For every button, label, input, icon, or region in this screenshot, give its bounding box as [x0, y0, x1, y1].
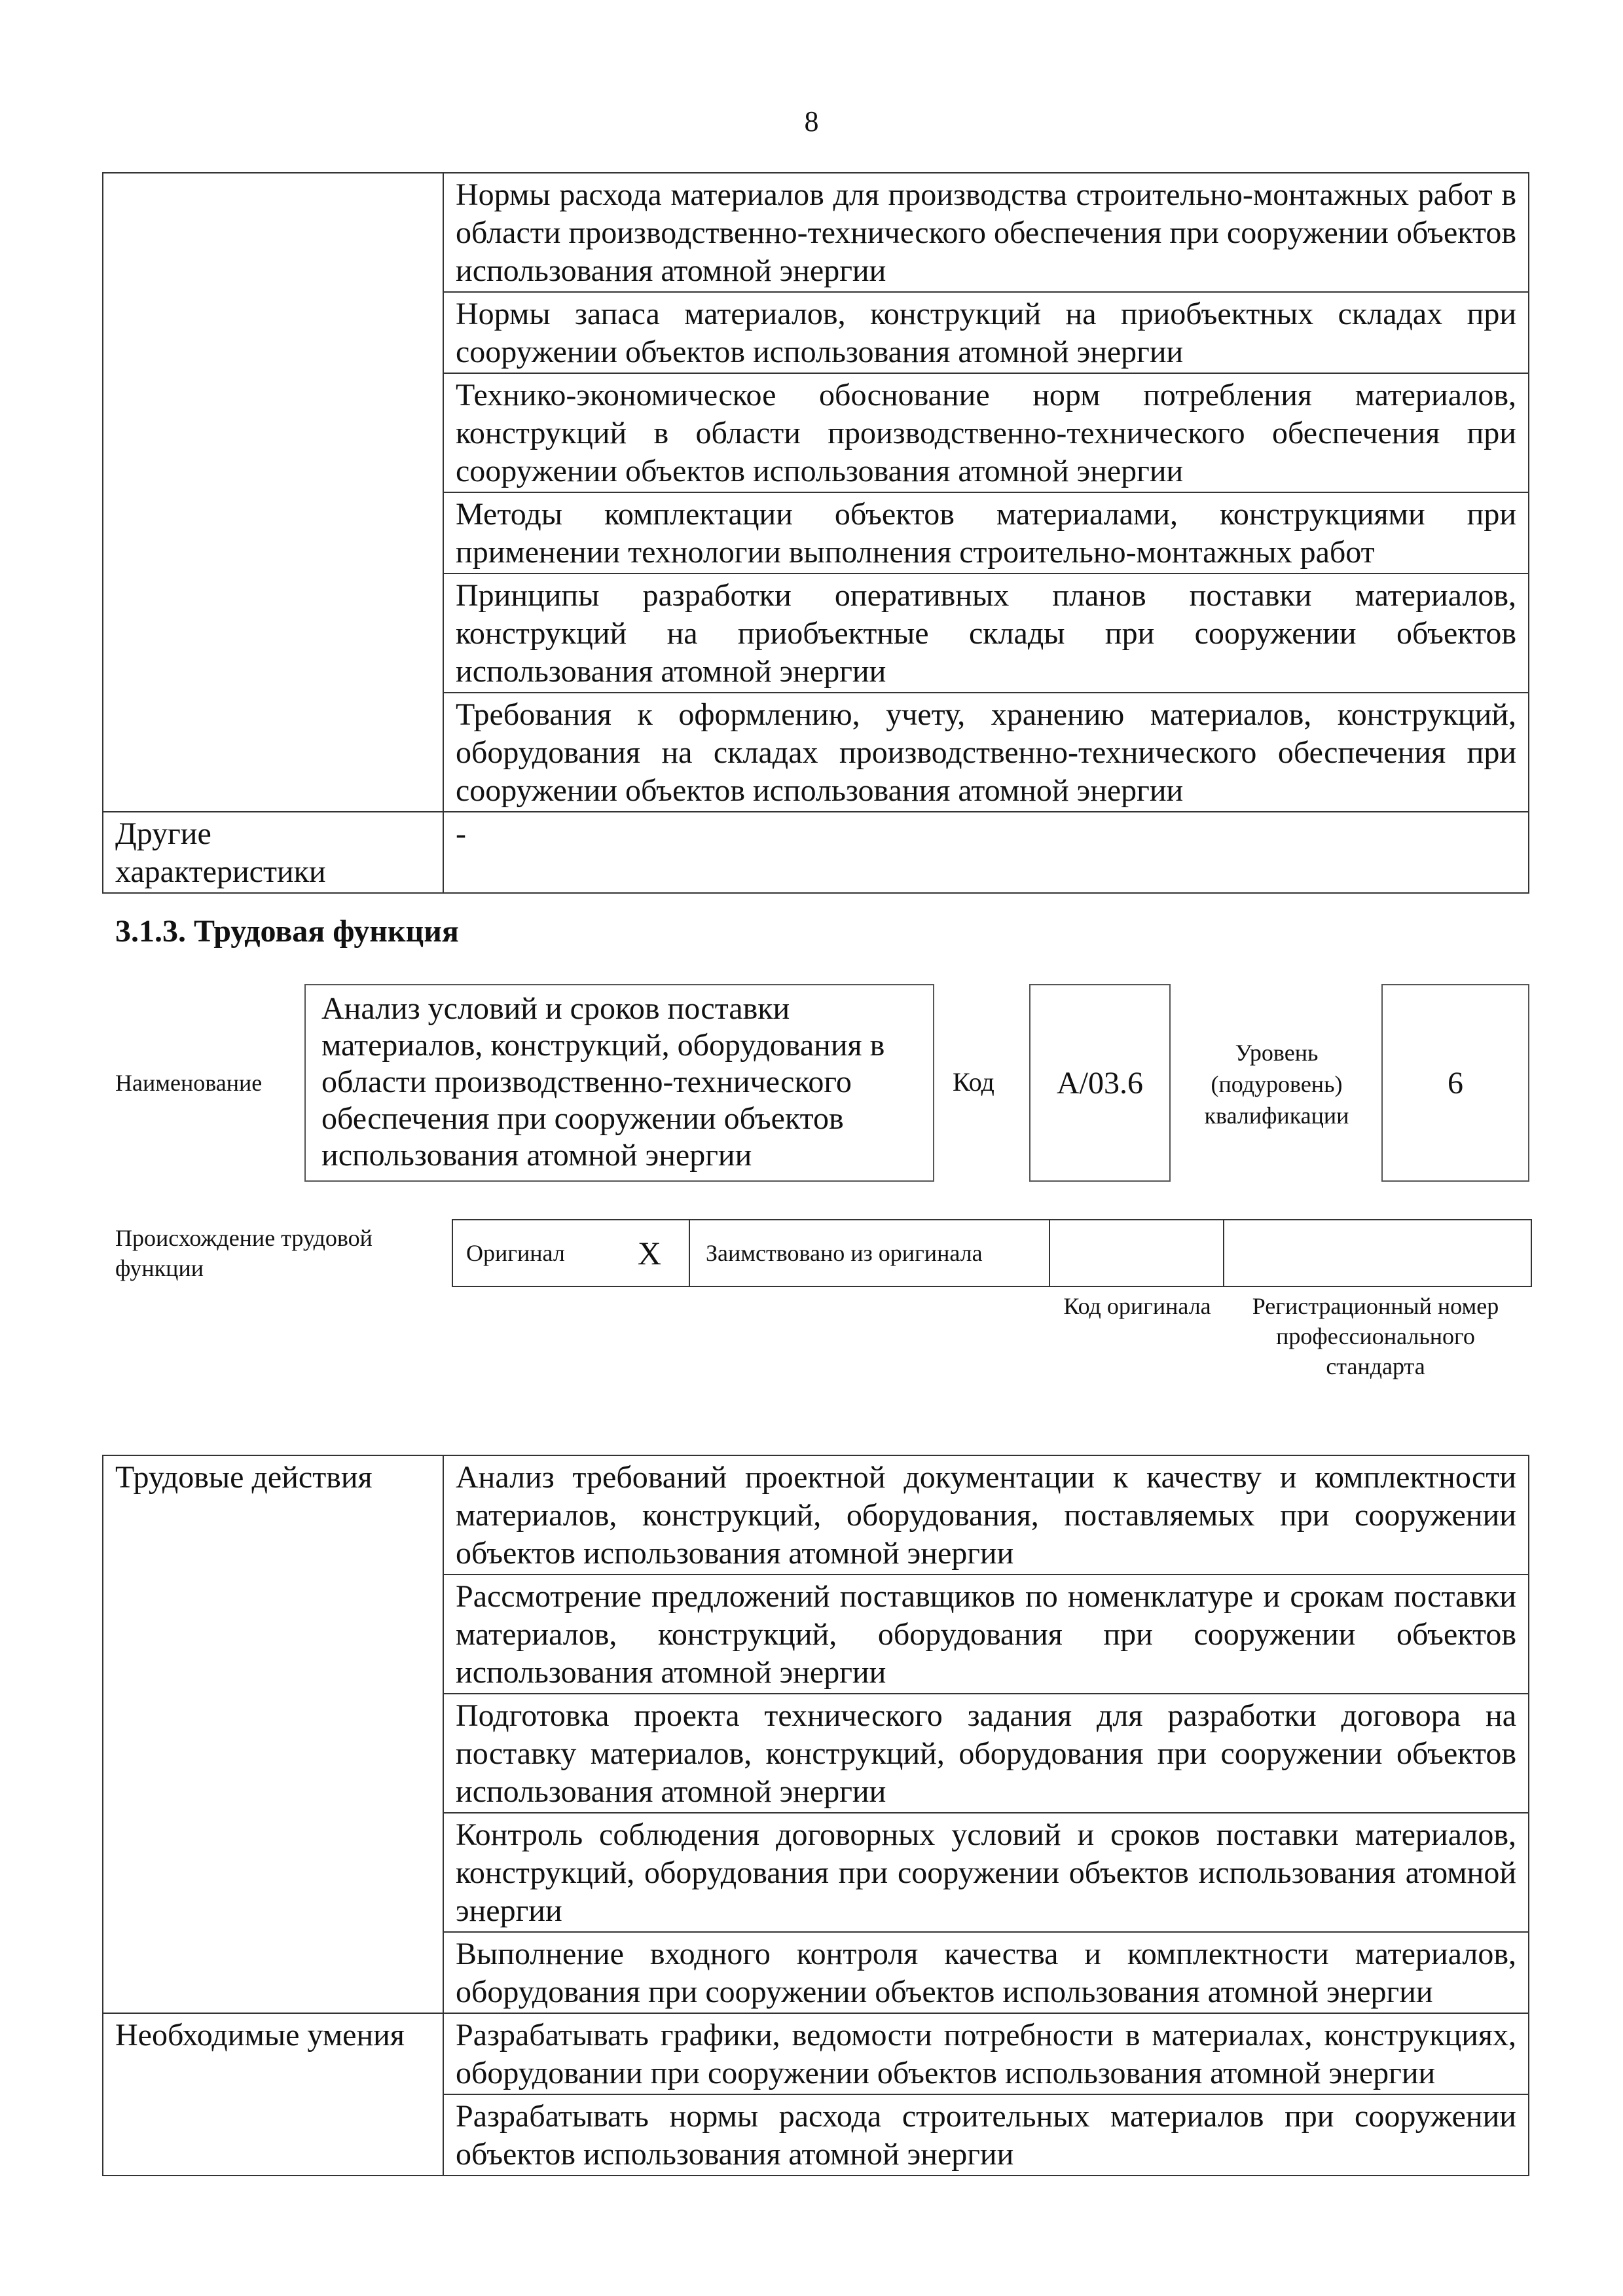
knowledge-item: Требования к оформлению, учету, хранению материалов, конструкций, оборудования на складах производственно-технического обеспечения при сооружении объектов использования атомной энергии — [443, 693, 1529, 812]
table-row — [103, 2013, 1529, 2094]
code-label: Код — [953, 1067, 994, 1097]
required-skills-label: Необходимые умения — [103, 2013, 443, 2176]
page-number: 8 — [804, 105, 819, 137]
origin-row — [452, 1219, 1532, 1287]
level-label: Уровень (подуровень) квалификации — [1204, 1040, 1349, 1129]
table-row — [103, 173, 1529, 292]
labor-action-item: Выполнение входного контроля качества и комплектности материалов, оборудования при сооружении объектов использования атомной энергии — [443, 1932, 1529, 2013]
code-value: А/03.6 — [1057, 1066, 1143, 1101]
knowledge-item: Нормы расхода материалов для производства строительно-монтажных работ в области производственно-технического обеспечения при сооружении объектов использования атомной энергии — [443, 173, 1529, 292]
name-label: Наименование — [115, 1070, 263, 1096]
level-value: 6 — [1448, 1066, 1463, 1101]
other-characteristics-label: Другие характеристики — [103, 812, 443, 893]
table-row — [103, 812, 1529, 893]
labor-action-item: Контроль соблюдения договорных условий и сроков поставки материалов, конструкций, оборудования при сооружении объектов использования атомной энергии — [443, 1813, 1529, 1932]
knowledge-item: Технико-экономическое обоснование норм потребления материалов, конструкций в области производственно-технического обеспечения при сооружении объектов использования атомной энергии — [443, 373, 1529, 492]
original-mark: X — [637, 1235, 661, 1271]
labor-actions-label: Трудовые действия — [103, 1455, 443, 2013]
labor-actions-table — [102, 1455, 1529, 2176]
level-box — [1381, 984, 1529, 1182]
labor-action-item: Анализ требований проектной документации к качеству и комплектности материалов, конструкций, оборудования, поставляемых при сооружении объектов использования атомной энергии — [443, 1455, 1529, 1575]
section-title: 3.1.3. Трудовая функция — [115, 914, 459, 949]
function-name-value: Анализ условий и сроков поставки материалов, конструкций, оборудования в области производственно-технического обеспечения при сооружении объектов использования атомной энергии — [321, 991, 885, 1173]
labor-action-item: Рассмотрение предложений поставщиков по номенклатуре и срокам поставки материалов, конструкций, оборудования при сооружении объектов использования атомной энергии — [443, 1575, 1529, 1694]
original-cell — [453, 1220, 690, 1286]
knowledge-table — [102, 172, 1529, 894]
borrowed-label: Заимствовано из оригинала — [690, 1220, 1050, 1286]
skill-item: Разрабатывать нормы расхода строительных материалов при сооружении объектов использования атомной энергии — [443, 2094, 1529, 2176]
knowledge-item: Нормы запаса материалов, конструкций на приобъектных складах при сооружении объектов использования атомной энергии — [443, 292, 1529, 373]
original-label: Оригинал — [466, 1240, 565, 1266]
knowledge-label-cell — [103, 173, 443, 812]
origin-label: Происхождение трудовой функции — [115, 1225, 373, 1281]
registration-number-cell — [1224, 1220, 1531, 1286]
original-code-cell — [1050, 1220, 1224, 1286]
table-row — [103, 1455, 1529, 1575]
skill-item: Разрабатывать графики, ведомости потребности в материалах, конструкциях, оборудовании при сооружении объектов использования атомной энергии — [443, 2013, 1529, 2094]
knowledge-item: Принципы разработки оперативных планов поставки материалов, конструкций на приобъектные склады при сооружении объектов использования атомной энергии — [443, 574, 1529, 693]
knowledge-item: Методы комплектации объектов материалами, конструкциями при применении технологии выполнения строительно-монтажных работ — [443, 492, 1529, 574]
other-characteristics-value: - — [443, 812, 1529, 893]
original-code-caption: Код оригинала — [1063, 1293, 1211, 1319]
labor-action-item: Подготовка проекта технического задания для разработки договора на поставку материалов, конструкций, оборудования при сооружении объектов использования атомной энергии — [443, 1694, 1529, 1813]
code-box — [1029, 984, 1171, 1182]
function-name-box — [304, 984, 934, 1182]
registration-number-caption: Регистрационный номер профессионального стандарта — [1252, 1293, 1499, 1379]
